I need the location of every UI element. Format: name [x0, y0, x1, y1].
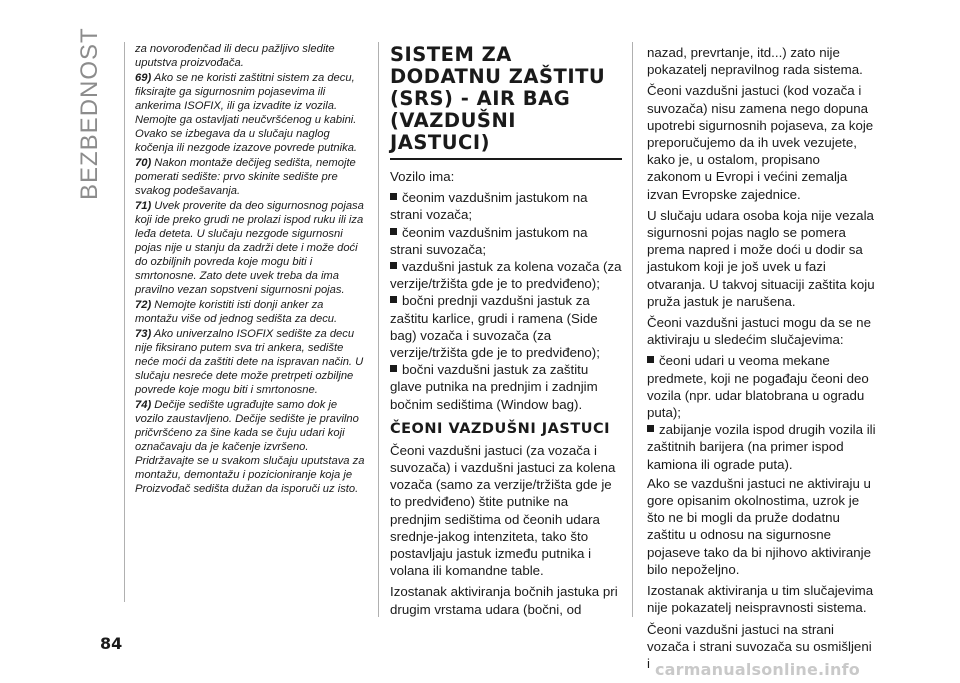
list-item: čeoni udari u veoma mekane predmete, koji ne pogađaju čeoni deo vozila (npr. udar blatobrana u ogradu puta); [647, 353, 869, 421]
watermark: carmanualsonline.info [655, 660, 860, 679]
warning-item: 73) Ako univerzalno ISOFIX sedište za decu nije fiksirano putem sva tri ankera, sedište neće moći da zaštiti dete na ispravan način. U slučaju nesreće dete može pretrpeti ozbiljne povrede koje mogu biti i smrtonosne. [135, 328, 364, 396]
bullet-square-icon [647, 425, 654, 432]
list-item: vazdušni jastuk za kolena vozača (za verzije/tržišta gde je to predviđeno); [390, 259, 622, 292]
airbag-list [390, 189, 622, 413]
warnings-column [135, 42, 367, 497]
warning-item: 69) Ako se ne koristi zaštitni sistem za decu, fiksirajte ga sigurnosnim pojasevima ili ankerima ISOFIX, ili ga izvadite iz vozila. Nemojte ga ostavljati neučvršćenog u kabini. Ovako se izbegava da u slučaju naglog kočenja ili nezgode izazove povrede putnika. [135, 72, 358, 154]
list-item: bočni vazdušni jastuk za zaštitu glave putnika na prednjim i zadnjim bočnim sedištima (Window bag). [390, 362, 598, 412]
list-item: čeonim vazdušnim jastukom na strani suvozača; [390, 224, 588, 257]
section-title: BEZBEDNOST [76, 27, 103, 200]
paragraph: nazad, prevrtanje, itd...) zato nije pokazatelj nepravilnog rada sistema. [647, 45, 863, 78]
column-divider-middle [378, 42, 379, 617]
paragraph: Ako se vazdušni jastuci ne aktiviraju u gore opisanim okolnostima, uzrok je što ne bi mogli da pruže dodatnu zaštitu u odnosu na sigurnosne pojaseve tako da bi njihovo aktiviranje bilo nepoželjno. [647, 475, 871, 577]
warning-item: 71) Uvek proverite da deo sigurnosnog pojasa koji ide preko grudi ne prolazi ispod ruku ili iza leđa deteta. U slučaju nezgode sigurnosni pojas nije u stanju da zadrži dete i može doći do ozbiljnih povreda koje mogu biti i smrtonosne. Zato dete uvek treba da ima pravilno vezan sopstveni sigurnosni pojas. [135, 200, 364, 296]
warning-item: 70) Nakon montaže dečijeg sedišta, nemojte pomerati sedište: prvo skinite sedište pre svakog podešavanja. [135, 157, 356, 197]
paragraph: Izostanak aktiviranja u tim slučajevima nije pokazatelj neispravnosti sistema. [647, 583, 874, 616]
body-text [390, 168, 622, 413]
subsection-heading: ČEONI VAZDUŠNI JASTUCI [390, 420, 611, 437]
body-text [647, 44, 877, 672]
airbag-column [390, 44, 622, 622]
list-item: čeonim vazdušnim jastukom na strani vozača; [390, 190, 588, 223]
warning-item: 72) Nemojte koristiti isti donji anker za montažu više od jednog sedišta za decu. [135, 299, 338, 325]
column-divider-right [632, 42, 633, 617]
paragraph: Čeoni vazdušni jastuci (kod vozača i suvozača) nisu zamena nego dopuna upotrebi sigurnosnih pojaseva, za koje preporučujemo da ih uvek vezujete, kako je, u ostalom, propisano zakonom u Evropi i većini zemalja izvan Evropske zajednice. [647, 83, 874, 202]
bullet-square-icon [390, 262, 397, 269]
paragraph: Čeoni vazdušni jastuci (za vozača i suvozača) i vazdušni jastuci za kolena vozača (samo za verzije/tržišta gde je to predviđeno) štite putnike na prednjim sedištima od čeonih udara srednje-jakog intenziteta, tako što postavljaju jastuk između putnika i volana ili komandne table. [390, 442, 616, 579]
column-divider-left [124, 42, 125, 602]
paragraph: Izostanak aktiviranja bočnih jastuka pri drugim vrstama udara (bočni, od [390, 584, 618, 617]
paragraph: U slučaju udara osoba koja nije vezala sigurnosni pojas naglo se pomera prema napred i može doći u dodir sa jastukom koji je još uvek u fazi otvaranja. U takvoj situaciji zaštita koju pruža jastuk je narušena. [647, 207, 875, 309]
page-number: 84 [100, 634, 123, 653]
bullet-square-icon [647, 356, 654, 363]
bullet-square-icon [390, 228, 397, 235]
continued-column [647, 44, 877, 676]
list-item: zabijanje vozila ispod drugih vozila ili zaštitnih barijera (na primer ispod kamiona ili ograde puta). [647, 422, 876, 472]
bullet-square-icon [390, 193, 397, 200]
paragraph: Čeoni vazdušni jastuci mogu da se ne aktiviraju u sledećim slučajevima: [647, 315, 871, 348]
warning-item: 74) Dečije sedište ugrađujte samo dok je vozilo zaustavljeno. Dečije sedište je pravilno pričvršćeno za šine kada se čuju udari koji označavaju da je kačenje izvršeno. Pridržavajte se u svakom slučaju uputstava za montažu, demontažu i pozicioniranje koja je Proizvođač sedišta dužan da isporuči uz isto. [135, 399, 365, 495]
paragraph: Čeoni vazdušni jastuci na strani vozača i strani suvozača su osmišljeni i [647, 621, 872, 671]
list-item: bočni prednji vazdušni jastuk za zaštitu karlice, grudi i ramena (Side bag) vozača i suvozača (za verzije/tržišta gde je to predviđeno); [390, 293, 600, 361]
section-heading: SISTEM ZA DODATNU ZAŠTITU (SRS) - AIR BAG (VAZDUŠNI JASTUCI) [390, 44, 622, 160]
intro-text: Vozilo ima: [390, 169, 455, 184]
body-text [390, 442, 622, 618]
non-deployment-list [647, 352, 877, 472]
bullet-square-icon [390, 296, 397, 303]
bullet-square-icon [390, 365, 397, 372]
warning-item: za novorođenčad ili decu pažljivo sledite uputstva proizvođača. [135, 43, 335, 69]
